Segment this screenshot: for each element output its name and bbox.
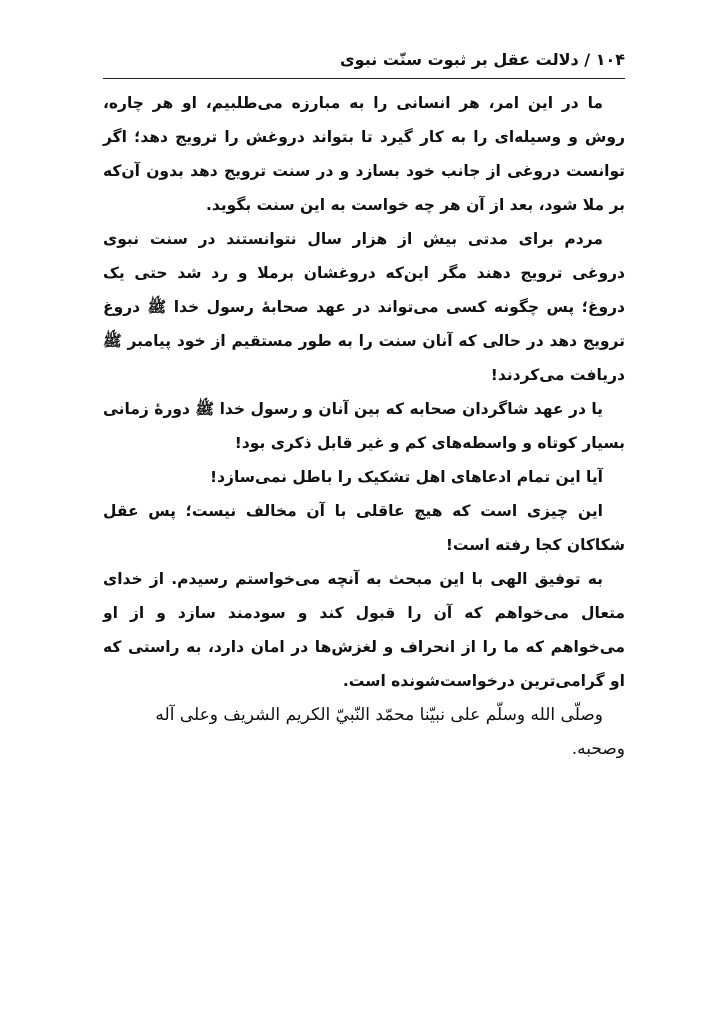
paragraph-question: آیا این تمام ادعاهای اهل تشکیک را باطل نمی‌سازد!: [210, 468, 603, 486]
paragraph-students-of-companions: یا در عهد شاگردان صحابه که بین آنان و رسول خدا ﷺ دورهٔ زمانی بسیار کوتاه و واسطه‌های کم و غیر قابل ذکری بود!: [103, 400, 625, 452]
closing-salutation: وصلّى الله وسلّم على نبيّنا محمّد النّبيّ الكريم الشريف وعلى آله وصحبه.: [155, 705, 625, 759]
paragraph-conclusion: به توفیق الهی با این مبحث به آنچه می‌خواستم رسیدم. از خدای متعال می‌خواهم که آن را قبول کند و سودمند سازد و از او می‌خواهم که ما را از انحراف و لغزش‌ها در امان دارد، به راستی که او گرامی‌ترین درخواست‌شونده است.: [103, 570, 625, 690]
body-text: [103, 86, 625, 766]
running-header: [103, 40, 625, 74]
paragraph-reason: این چیزی است که هیچ عاقلی با آن مخالف نیست؛ پس عقل شکاکان کجا رفته است!: [103, 502, 625, 554]
running-title: ۱۰۴ / دلالت عقل بر ثبوت سنّت نبوی: [340, 50, 625, 69]
paragraph-challenge: ما در این امر، هر انسانی را به مبارزه می‌طلبیم، او هر چاره، روش و وسیله‌ای را به کار گیرد تا بتواند دروغش را ترویج دهد؛ اگر توانست دروغی از جانب خود بسازد و در سنت ترویج دهد بدون آن‌که بر ملا شود، بعد از آن هر چه خواست به این سنت بگوید.: [103, 94, 625, 214]
header-divider: [103, 78, 625, 79]
paragraph-thousand-years: مردم برای مدتی بیش از هزار سال نتوانستند در سنت نبوی دروغی ترویج دهند مگر این‌که دروغشان برملا و رد شد حتی یک دروغ؛ پس چگونه کسی می‌تواند در عهد صحابهٔ رسول خدا ﷺ دروغ ترویج دهد در حالی که آنان سنت را به طور مستقیم از خود پیامبر ﷺ دریافت می‌کردند!: [103, 230, 625, 384]
